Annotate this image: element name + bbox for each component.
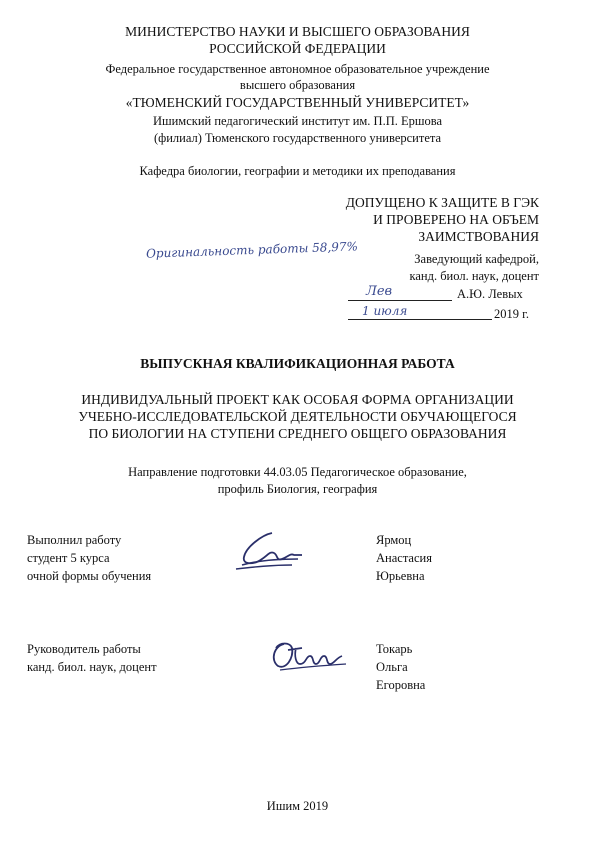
- handwritten-date: 1 июля: [362, 304, 408, 318]
- approval-role: Заведующий кафедрой,: [414, 252, 539, 266]
- institution-type-line-2: высшего образования: [239, 78, 356, 92]
- work-title-line-3: ПО БИОЛОГИИ НА СТУПЕНИ СРЕДНЕГО ОБЩЕГО ОБРАЗОВАНИЯ: [88, 426, 507, 441]
- head-signature: Лев: [366, 284, 393, 299]
- ministry-line-1: МИНИСТЕРСТВО НАУКИ И ВЫСШЕГО ОБРАЗОВАНИЯ: [125, 24, 470, 39]
- department-name: Кафедра биологии, географии и методики их преподавания: [139, 164, 456, 178]
- handwritten-originality-note: Оригинальность работы 58,97%: [145, 239, 359, 261]
- work-title-line-1: ИНДИВИДУАЛЬНЫЙ ПРОЕКТ КАК ОСОБАЯ ФОРМА ОРГАНИЗАЦИИ: [81, 392, 514, 407]
- city-year: Ишим 2019: [266, 799, 329, 813]
- institute-line-1: Ишимский педагогический институт им. П.П. Ершова: [152, 114, 443, 128]
- supervisor-signature: [266, 634, 356, 676]
- approval-year: 2019 г.: [494, 307, 529, 321]
- work-title-line-2: УЧЕБНО-ИССЛЕДОВАТЕЛЬСКОЙ ДЕЯТЕЛЬНОСТИ ОБУЧАЮЩЕГОСЯ: [78, 409, 517, 424]
- head-name: А.Ю. Левых: [457, 287, 523, 301]
- direction-line-2: профиль Биология, география: [217, 482, 378, 496]
- supervisor-label-2: канд. биол. наук, доцент: [27, 660, 157, 674]
- approval-line-1: ДОПУЩЕНО К ЗАЩИТЕ В ГЭК: [345, 195, 539, 210]
- student-patronymic: Юрьевна: [376, 569, 425, 583]
- student-first-name: Анастасия: [376, 551, 432, 565]
- approval-line-3: ЗАИМСТВОВАНИЯ: [418, 229, 539, 244]
- institution-type-line-1: Федеральное государственное автономное образовательное учреждение: [105, 62, 490, 76]
- student-label-3: очной формы обучения: [27, 569, 152, 583]
- approval-degree: канд. биол. наук, доцент: [409, 269, 539, 283]
- supervisor-label-1: Руководитель работы: [27, 642, 141, 656]
- direction-line-1: Направление подготовки 44.03.05 Педагогическое образование,: [128, 465, 467, 479]
- student-label-1: Выполнил работу: [27, 533, 122, 547]
- date-line: [348, 319, 492, 320]
- student-label-2: студент 5 курса: [27, 551, 110, 565]
- supervisor-patronymic: Егоровна: [376, 678, 426, 692]
- supervisor-first-name: Ольга: [376, 660, 408, 674]
- institute-line-2: (филиал) Тюменского государственного университета: [153, 131, 442, 145]
- student-surname: Ярмоц: [376, 533, 412, 547]
- student-signature: [232, 525, 312, 573]
- university-name: «ТЮМЕНСКИЙ ГОСУДАРСТВЕННЫЙ УНИВЕРСИТЕТ»: [125, 95, 470, 110]
- approval-line-2: И ПРОВЕРЕНО НА ОБЪЕМ: [373, 212, 539, 227]
- ministry-line-2: РОССИЙСКОЙ ФЕДЕРАЦИИ: [209, 41, 386, 56]
- head-signature-line: [348, 300, 452, 301]
- work-type: ВЫПУСКНАЯ КВАЛИФИКАЦИОННАЯ РАБОТА: [140, 356, 455, 371]
- supervisor-surname: Токарь: [376, 642, 413, 656]
